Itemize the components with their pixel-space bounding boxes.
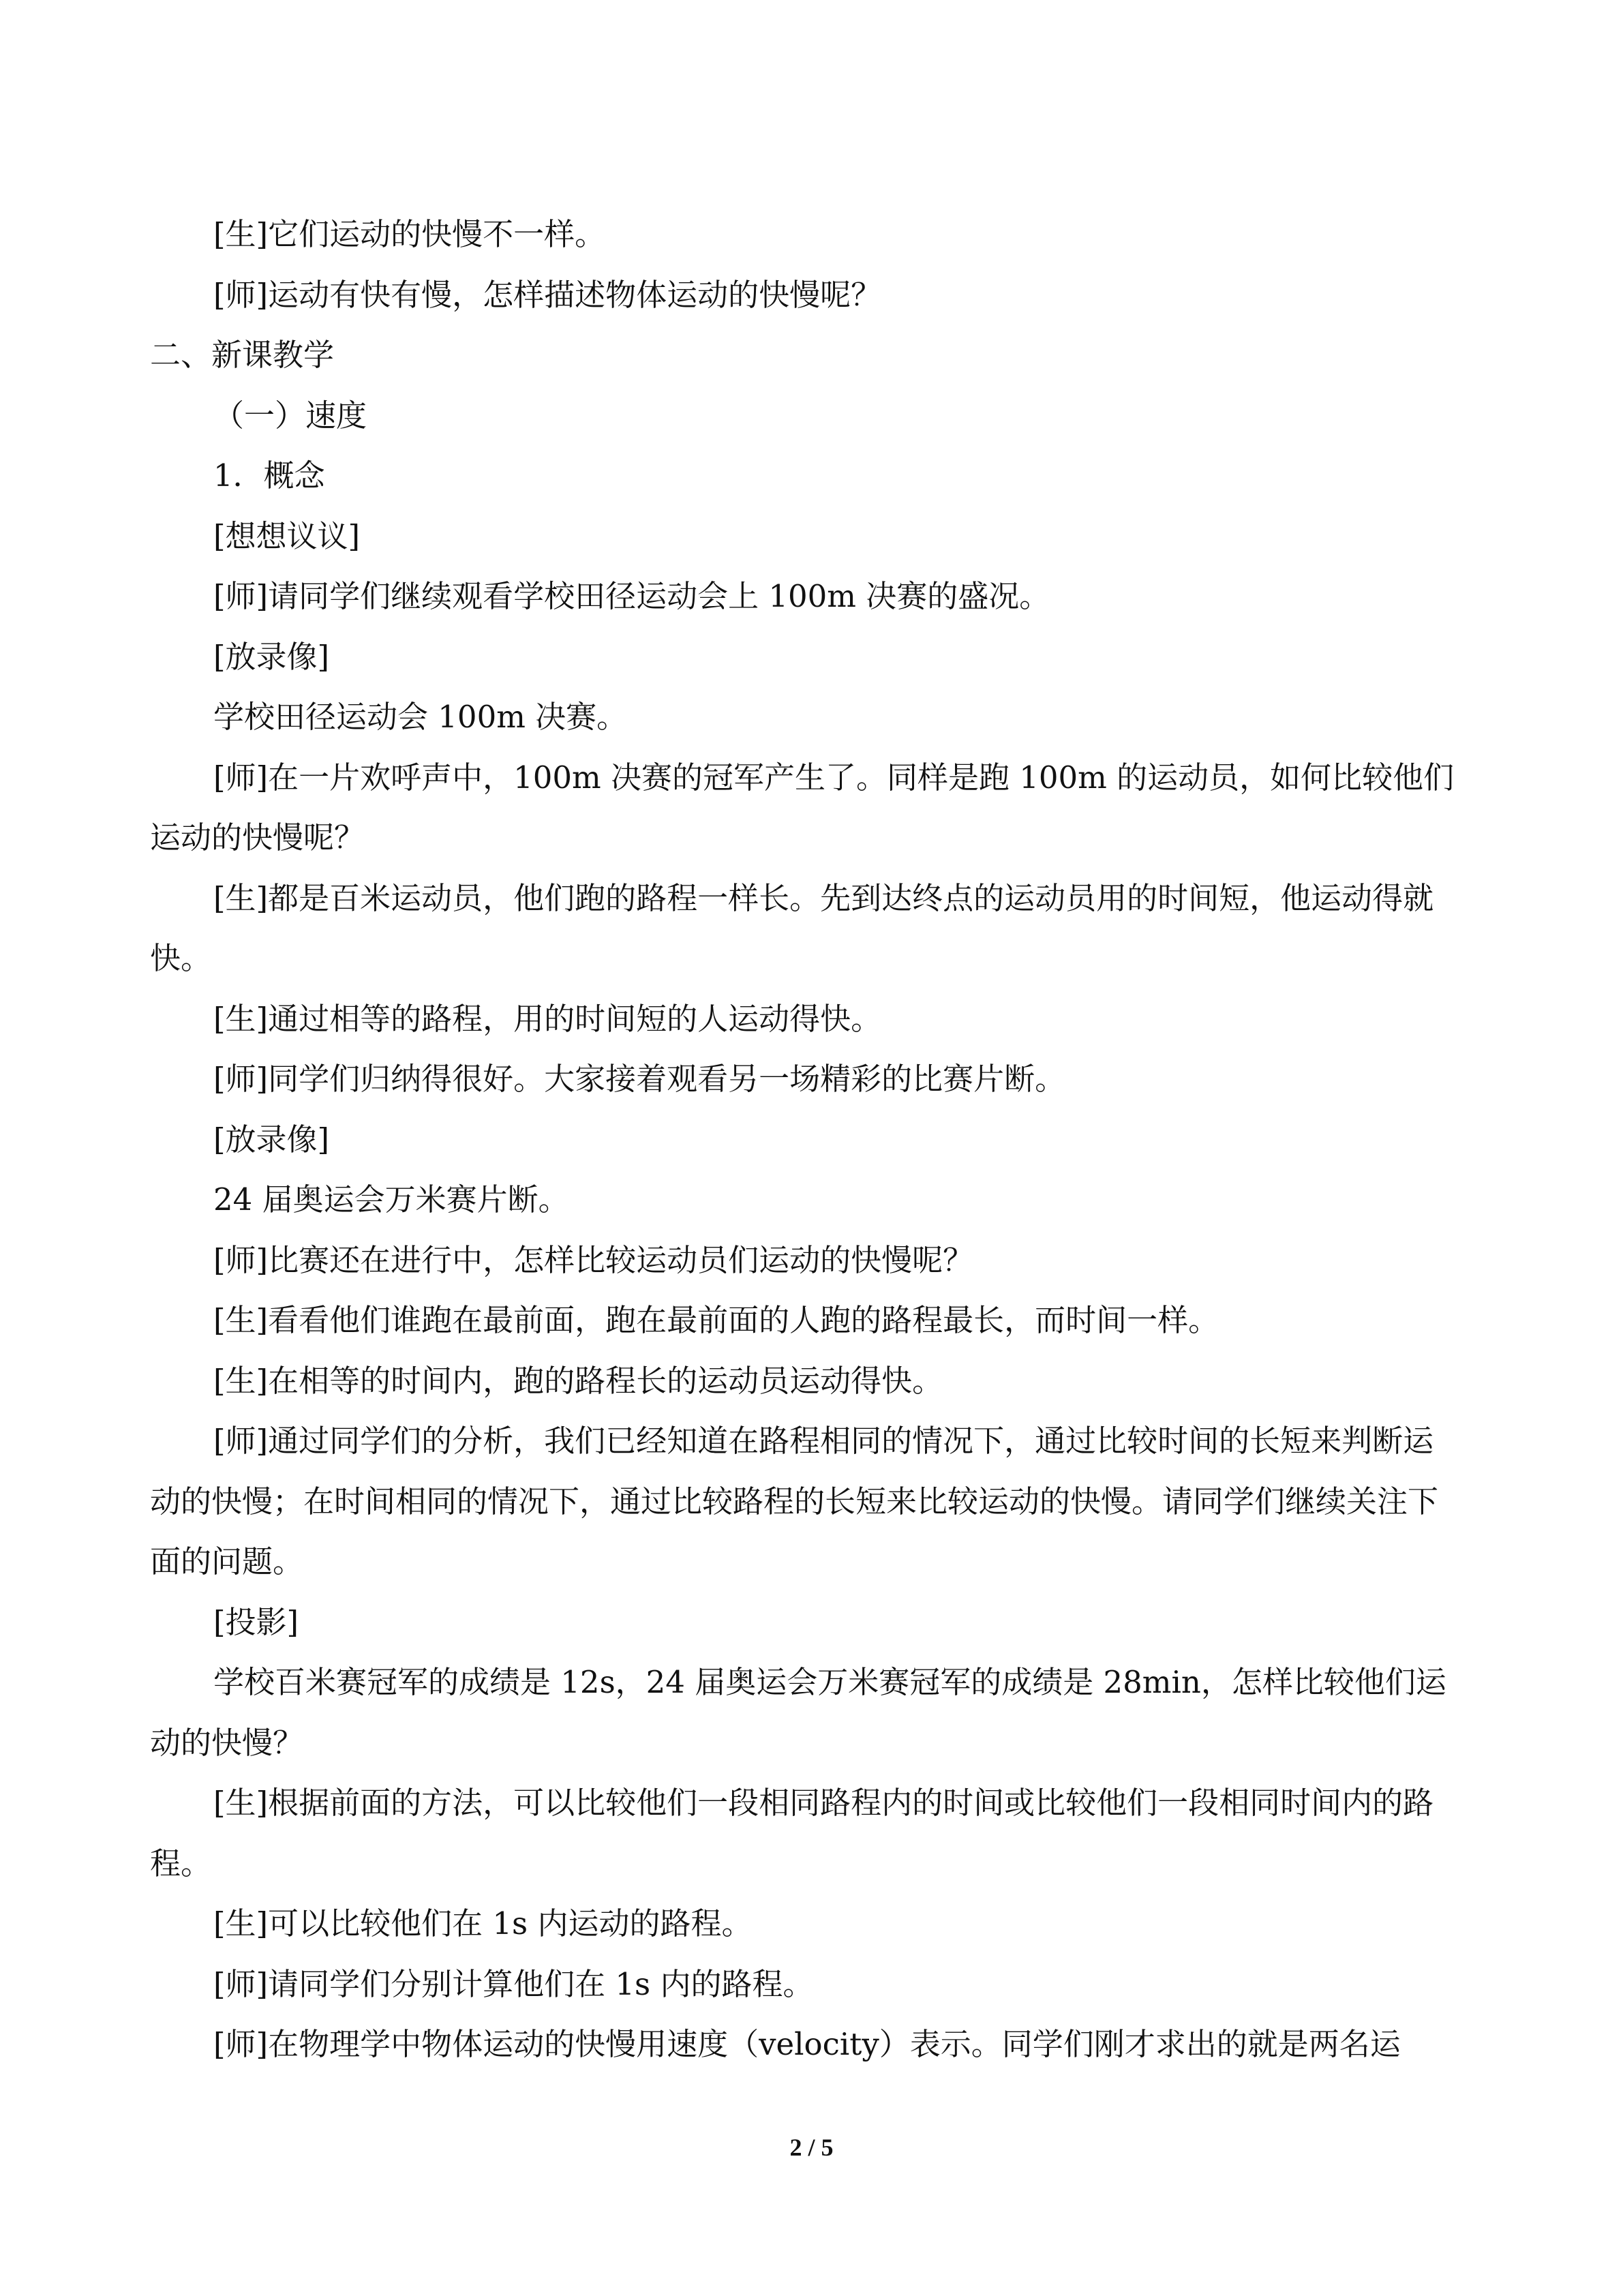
- paragraph: [师]比赛还在进行中，怎样比较运动员们运动的快慢呢？: [213, 1241, 974, 1278]
- paragraph: [生]通过相等的路程，用的时间短的人运动得快。: [213, 1000, 882, 1037]
- paragraph: [生]在相等的时间内，跑的路程长的运动员运动得快。: [213, 1362, 943, 1399]
- paragraph: [放录像]: [213, 638, 330, 675]
- paragraph: [师]请同学们继续观看学校田径运动会上 100m 决赛的盛况。: [213, 578, 1050, 614]
- paragraph: [师]在物理学中物体运动的快慢用速度（velocity）表示。同学们刚才求出的就是两名运: [213, 2026, 1401, 2062]
- subsection-heading: 1．概念: [213, 457, 325, 494]
- section-heading: 二、新课教学: [150, 337, 335, 373]
- paragraph: [生]根据前面的方法，可以比较他们一段相同路程内的时间或比较他们一段相同时间内的路程。: [150, 1785, 1434, 1882]
- paragraph: [生]它们运动的快慢不一样。: [213, 216, 606, 252]
- paragraph: [师]在一片欢呼声中，100m 决赛的冠军产生了。同样是跑 100m 的运动员，如何比较他们运动的快慢呢？: [150, 759, 1455, 856]
- page-number: 2 / 5: [789, 2134, 834, 2161]
- subsection-heading: （一）速度: [213, 397, 367, 434]
- paragraph: 学校百米赛冠军的成绩是 12s，24 届奥运会万米赛冠军的成绩是 28min，怎样比较他们运动的快慢？: [150, 1664, 1446, 1761]
- paragraph: 24 届奥运会万米赛片断。: [213, 1181, 569, 1218]
- paragraph: [想想议议]: [213, 517, 361, 554]
- paragraph: [生]看看他们谁跑在最前面，跑在最前面的人跑的路程最长，而时间一样。: [213, 1302, 1219, 1338]
- paragraph: [生]都是百米运动员，他们跑的路程一样长。先到达终点的运动员用的时间短，他运动得就快。: [150, 879, 1434, 976]
- paragraph: [师]请同学们分别计算他们在 1s 内的路程。: [213, 1965, 814, 2002]
- document-body: [150, 205, 1459, 2075]
- paragraph: [师]同学们归纳得很好。大家接着观看另一场精彩的比赛片断。: [213, 1061, 1066, 1097]
- paragraph: [师]通过同学们的分析，我们已经知道在路程相同的情况下，通过比较时间的长短来判断运动的快慢；在时间相同的情况下，通过比较路程的长短来比较运动的快慢。请同学们继续关注下面的问题。: [150, 1423, 1439, 1580]
- paragraph: [师]运动有快有慢，怎样描述物体运动的快慢呢？: [213, 276, 882, 313]
- paragraph: [投影]: [213, 1603, 299, 1640]
- paragraph: [放录像]: [213, 1121, 330, 1158]
- paragraph: 学校田径运动会 100m 决赛。: [213, 699, 628, 735]
- paragraph: [生]可以比较他们在 1s 内运动的路程。: [213, 1905, 753, 1942]
